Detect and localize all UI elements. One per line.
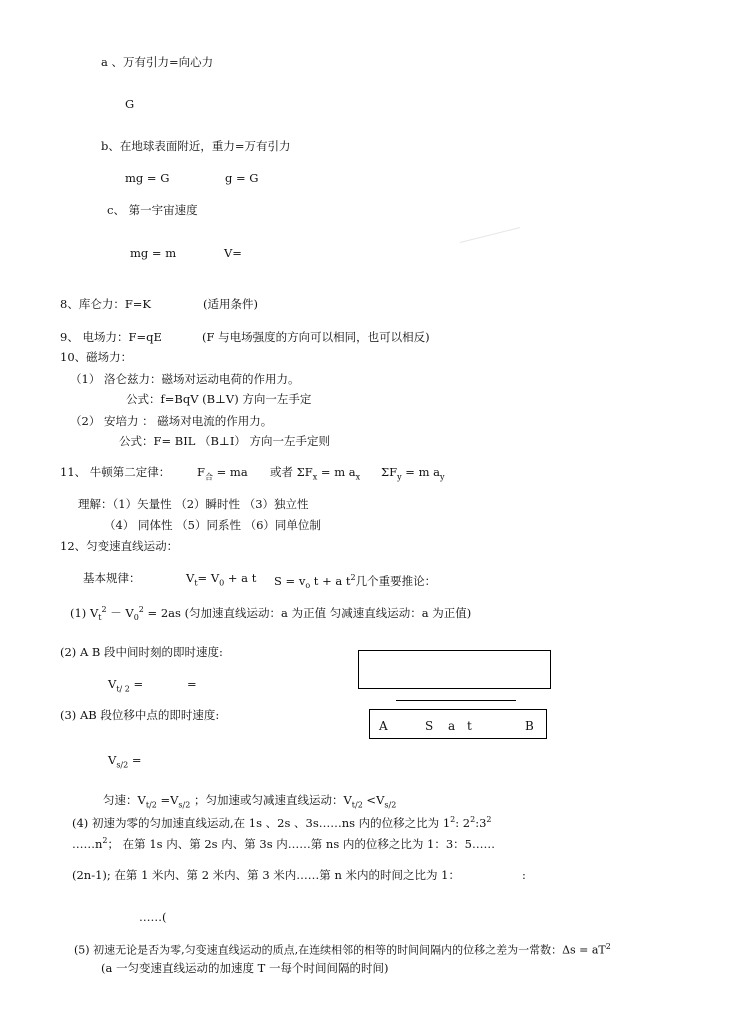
item12-result-2-eq2: =: [187, 677, 197, 691]
gravity-b-mg: mg = G: [125, 171, 170, 185]
item10-ampere: （2） 安培力 ： 磁场对电流的作用力。: [70, 414, 273, 428]
box-label-a: A: [379, 719, 388, 733]
item12-result-3-formula: $V_{s/2}$ =: [108, 753, 142, 770]
item12-title: 12、匀变速直线运动：: [60, 539, 179, 553]
item12-basic-label: 基本规律：: [83, 571, 141, 585]
item12-result-4-line3: (2n-1); 在第 1 米内、第 2 米内、第 3 米内……第 n 米内的时间之比为 1：: [72, 868, 460, 882]
item12-result-3: (3) AB 段位移中点的即时速度:: [60, 708, 220, 722]
box-label-a2: a: [448, 719, 456, 733]
item8-label: 8、库仑力：F=K: [60, 297, 152, 311]
item11-formula-y: $\Sigma F_y = m$ $a_y$: [381, 465, 445, 482]
item11-formula-x: 或者 $\Sigma F_x = m$ $a_x$: [270, 465, 361, 482]
item12-result-5-line1: (5) 初速无论是否为零,匀变速直线运动的质点,在连续相邻的相等的时间间隔内的位移之差为一常数：$\Delta s = aT^2$: [74, 942, 611, 957]
item12-result-1: (1) $V_t^2 - V_0^2 = 2as$ (匀加速直线运动：a 为正值 匀减速直线运动：a 为正值): [70, 605, 472, 623]
item9-note: (F 与电场强度的方向可以相同，也可以相反): [202, 330, 430, 344]
item12-result-4-line2: $\dots\dots n^2$； 在第 1s 内、第 2s 内、第 3s 内……第 ns 内的位移之比为 1：3：5……: [72, 836, 495, 851]
item10-ampere-formula: 公式：F= BIL （B⊥I） 方向一左手定则: [119, 434, 331, 448]
item9-label: 9、 电场力：F=qE: [60, 330, 162, 344]
item12-basic-displacement: $S = v_o$ t + a $t^2$几个重要推论：: [274, 573, 437, 591]
gravity-a-g: G: [125, 97, 135, 111]
diagram-box-top: [358, 650, 551, 689]
diagram-box-segment: [369, 709, 547, 739]
box-label-s: S: [425, 719, 434, 733]
item12-result-2: (2) A B 段中间时刻的即时速度:: [60, 645, 223, 659]
item12-result-4-line1: (4) 初速为零的匀加速直线运动,在 1s 、2s 、3s……ns 内的位移之比为 $1^2$: $2^2:3^2$: [72, 815, 492, 830]
item10-title: 10、磁场力：: [60, 350, 133, 364]
gravity-c: c、 第一宇宙速度: [107, 203, 198, 217]
gravity-c-v: V=: [224, 246, 242, 260]
item12-basic-velocity: $V_t= V_0 + a$ t: [186, 571, 257, 588]
item12-uniform-comparison: 匀速：$V_{t/2} =V_{s/2}$ ；匀加速或匀减速直线运动：$V_{t/2} <V_{s/2}$: [103, 793, 397, 810]
faint-stroke: [460, 227, 520, 243]
item10-lorentz-formula: 公式：f=BqV (B⊥V) 方向一左手定: [126, 392, 312, 406]
item12-result-4-line4: ……(: [139, 910, 167, 924]
item12-result-2-formula: $V_{t/ 2}$ =: [108, 677, 144, 694]
box-label-t: t: [467, 719, 472, 733]
box-label-b: B: [525, 719, 534, 733]
item12-result-5-line2: (a 一匀变速直线运动的加速度 T 一每个时间间隔的时间): [101, 961, 389, 975]
item8-note: (适用条件): [203, 297, 258, 311]
item11-formula-net: $F_合$ = ma: [197, 465, 248, 482]
gravity-b-g: g = G: [225, 171, 259, 185]
item11-label: 11、 牛顿第二定律：: [60, 465, 171, 479]
item11-understand-2: （4） 同体性 （5）同系性 （6）同单位制: [104, 518, 321, 532]
item12-result-4-colon: :: [522, 868, 526, 882]
item10-lorentz: （1） 洛仑兹力：磁场对运动电荷的作用力。: [70, 372, 300, 386]
gravity-b: b、在地球表面附近，重力=万有引力: [101, 139, 291, 153]
gravity-a: a 、万有引力=向心力: [101, 55, 214, 69]
item11-understand-1: 理解：（1）矢量性 （2）瞬时性 （3）独立性: [78, 497, 309, 511]
gravity-c-mg: mg = m: [130, 246, 177, 260]
diagram-divider-line: [396, 700, 516, 701]
